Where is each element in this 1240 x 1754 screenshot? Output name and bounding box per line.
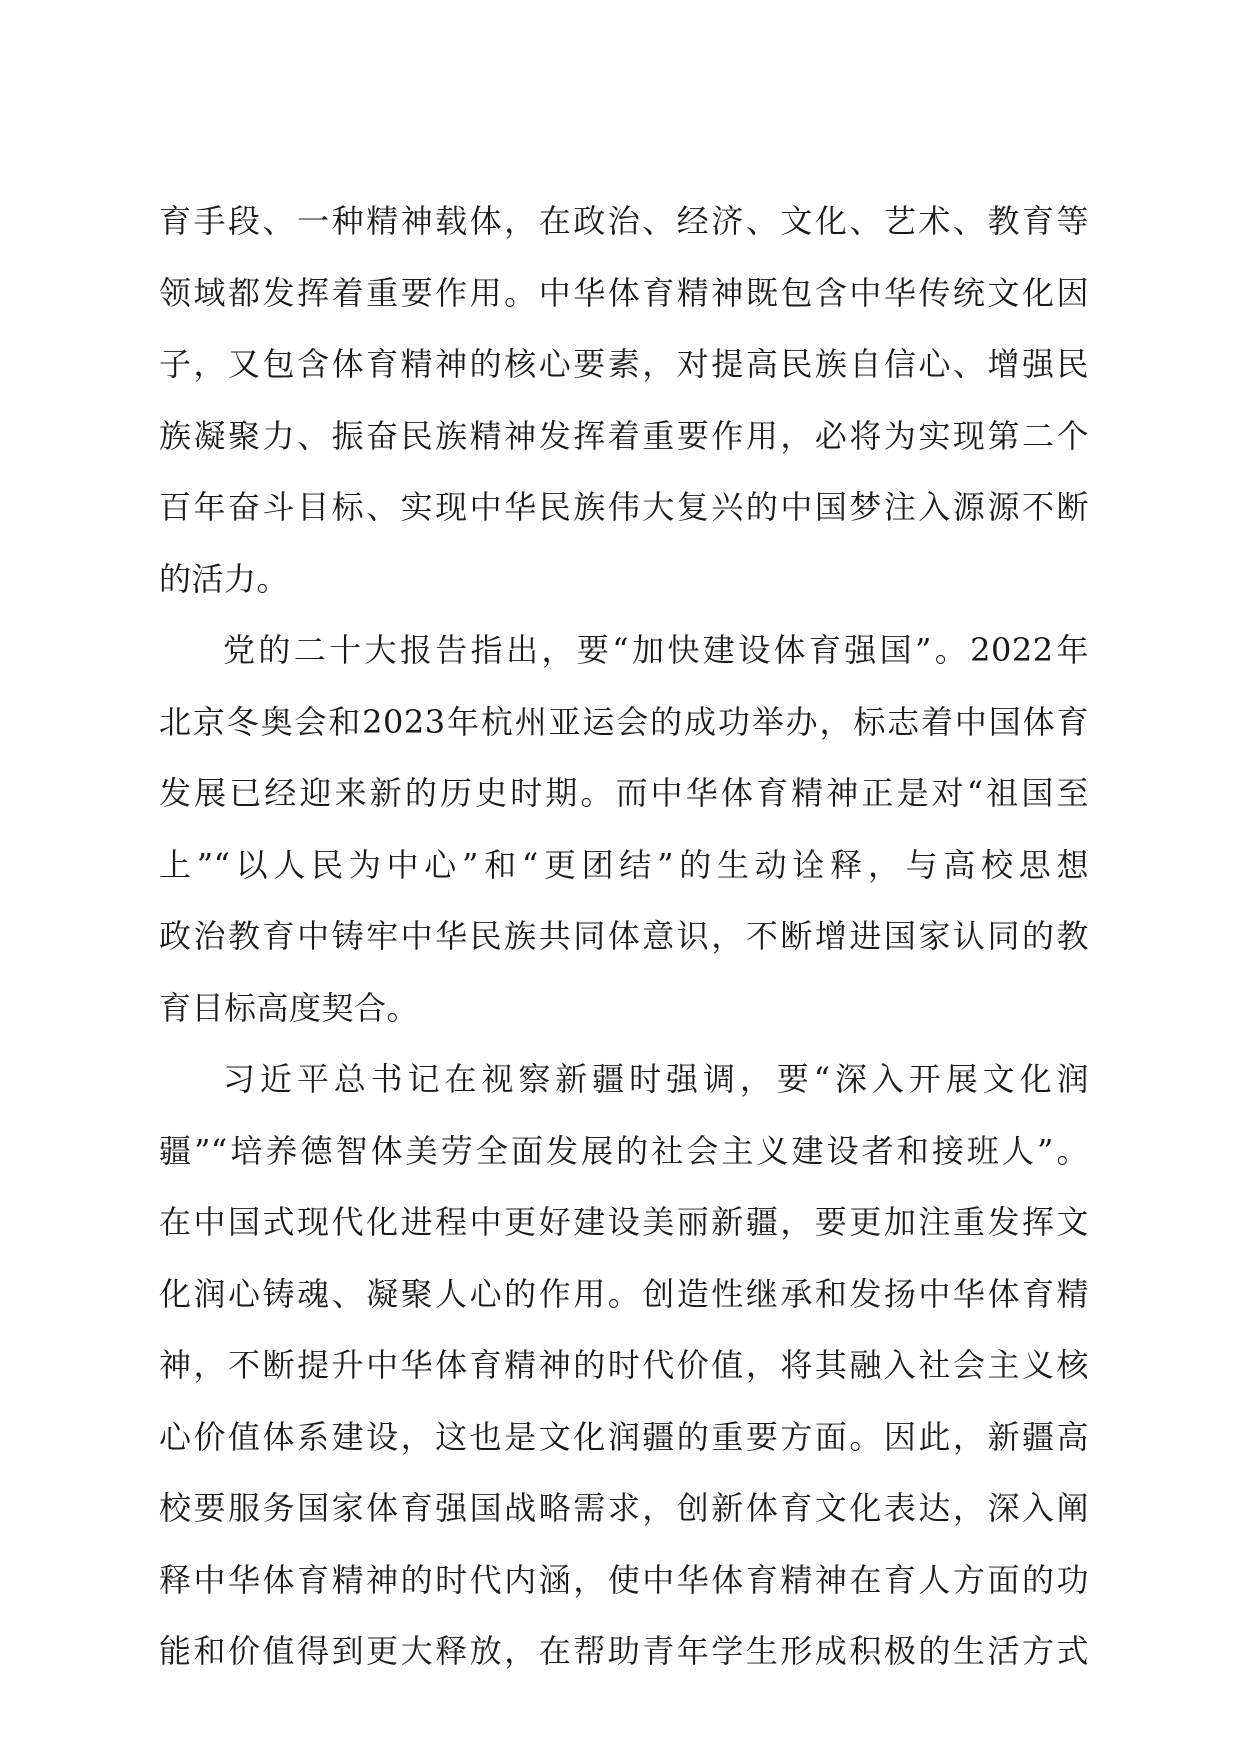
text-line: 育手段、一种精神载体，在政治、经济、文化、艺术、教育等 bbox=[159, 202, 1089, 240]
text-line: 在中国式现代化进程中更好建设美丽新疆，要更加注重发挥文 bbox=[159, 1203, 1089, 1241]
text-line: 上”“以人民为中心”和“更团结”的生动诠释，与高校思想 bbox=[159, 845, 1089, 884]
text-line: 习近平总书记在视察新疆时强调，要“深入开展文化润 bbox=[223, 1060, 1089, 1098]
text-line: 化润心铸魂、凝聚人心的作用。创造性继承和发扬中华体育精 bbox=[159, 1274, 1089, 1313]
text-line: 百年奋斗目标、实现中华民族伟大复兴的中国梦注入源源不断 bbox=[159, 488, 1089, 526]
body-text bbox=[159, 186, 1089, 1688]
text-line: 领域都发挥着重要作用。中华体育精神既包含中华传统文化因 bbox=[159, 273, 1089, 312]
text-line: 心价值体系建设，这也是文化润疆的重要方面。因此，新疆高 bbox=[159, 1417, 1089, 1456]
text-line: 神，不断提升中华体育精神的时代价值，将其融入社会主义核 bbox=[159, 1346, 1089, 1384]
text-line: 育目标高度契合。 bbox=[159, 988, 420, 1027]
text-line: 政治教育中铸牢中华民族共同体意识，不断增进国家认同的教 bbox=[159, 917, 1089, 955]
text-line: 校要服务国家体育强国战略需求，创新体育文化表达，深入阐 bbox=[159, 1489, 1089, 1527]
text-line: 疆”“培养德智体美劳全面发展的社会主义建设者和接班人”。 bbox=[159, 1131, 1089, 1170]
text-line: 的活力。 bbox=[159, 559, 290, 598]
text-line: 子，又包含体育精神的核心要素，对提高民族自信心、增强民 bbox=[159, 345, 1089, 383]
text-line: 族凝聚力、振奋民族精神发挥着重要作用，必将为实现第二个 bbox=[159, 416, 1089, 455]
text-line: 能和价值得到更大释放，在帮助青年学生形成积极的生活方式 bbox=[159, 1632, 1089, 1670]
text-line: 北京冬奥会和2023年杭州亚运会的成功举办，标志着中国体育 bbox=[159, 702, 1089, 741]
text-line: 党的二十大报告指出，要“加快建设体育强国”。2022年 bbox=[223, 631, 1089, 669]
text-line: 发展已经迎来新的历史时期。而中华体育精神正是对“祖国至 bbox=[159, 774, 1089, 812]
text-line: 释中华体育精神的时代内涵，使中华体育精神在育人方面的功 bbox=[159, 1560, 1089, 1599]
